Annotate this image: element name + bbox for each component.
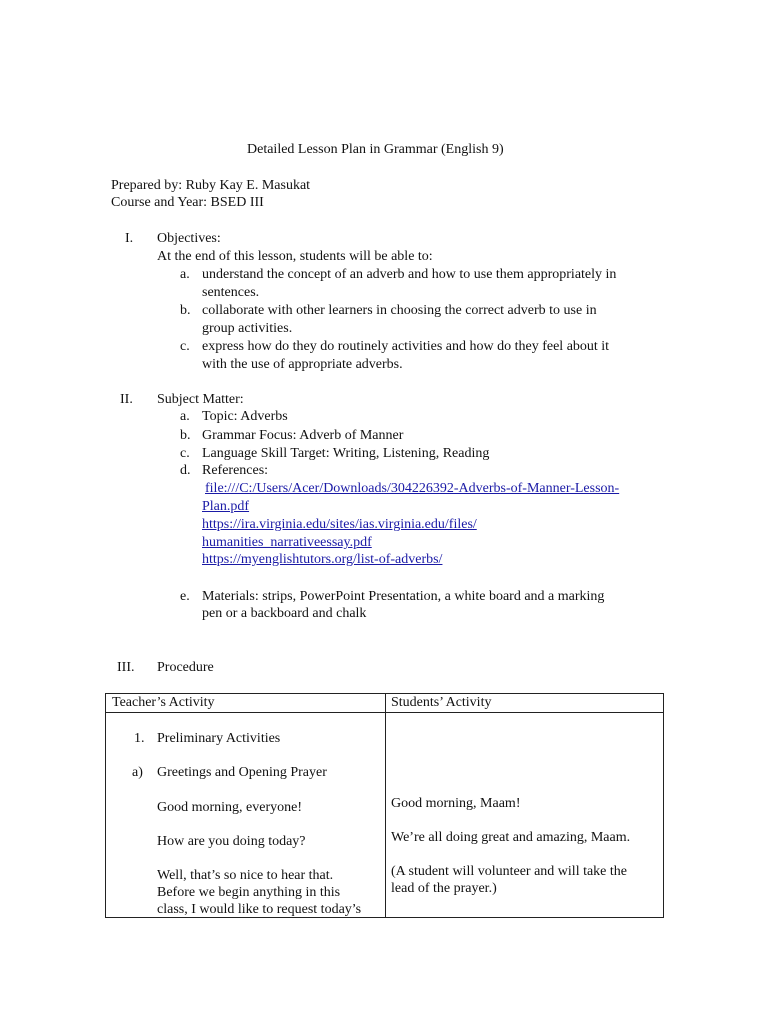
subject-matter-heading: Subject Matter: (157, 392, 244, 407)
procedure-heading: Procedure (157, 660, 214, 675)
subject-topic: Topic: Adverbs (202, 409, 288, 424)
students-activity-header: Students’ Activity (391, 695, 492, 710)
teacher-line: Before we begin anything in this (157, 885, 341, 900)
teacher-line: Well, that’s so nice to hear that. (157, 868, 334, 883)
subject-matter-numeral: II. (120, 392, 133, 407)
subject-letter: c. (180, 446, 190, 461)
reference-link[interactable]: file:///C:/Users/Acer/Downloads/304226392-Adverbs-of-Manner-Lesson- (205, 481, 620, 496)
subject-letter: b. (180, 428, 191, 443)
procedure-numeral: III. (117, 660, 135, 675)
subject-references: References: (202, 463, 269, 478)
reference-link[interactable]: https://myenglishtutors.org/list-of-adverbs/ (202, 552, 443, 567)
page-title: Detailed Lesson Plan in Grammar (English 9) (247, 142, 504, 157)
objective-letter: a. (180, 267, 190, 282)
objective-letter: b. (180, 303, 191, 318)
objective-item: understand the concept of an adverb and how to use them appropriately in (202, 267, 617, 282)
student-line: Good morning, Maam! (391, 796, 521, 811)
teacher-line: How are you doing today? (157, 834, 306, 849)
subject-grammar-focus: Grammar Focus: Adverb of Manner (202, 428, 404, 443)
subject-letter: d. (180, 463, 191, 478)
student-line: lead of the prayer.) (391, 881, 497, 896)
objective-item-cont: group activities. (202, 321, 293, 336)
subject-letter: e. (180, 589, 190, 604)
subject-materials-cont: pen or a backboard and chalk (202, 606, 367, 621)
objective-item-cont: with the use of appropriate adverbs. (202, 357, 403, 372)
teacher-activity-header: Teacher’s Activity (112, 695, 215, 710)
subject-letter: a. (180, 409, 190, 424)
prepared-by: Prepared by: Ruby Kay E. Masukat (111, 178, 311, 193)
objective-item: express how do they do routinely activities and how do they feel about it (202, 339, 610, 354)
reference-link[interactable]: https://ira.virginia.edu/sites/ias.virginia.edu/files/ (202, 517, 477, 532)
course-year: Course and Year: BSED III (111, 195, 264, 210)
objectives-numeral: I. (125, 231, 134, 246)
table-header-divider (106, 712, 663, 713)
teacher-line: class, I would like to request today’s (157, 902, 362, 917)
objective-item-cont: sentences. (202, 285, 260, 300)
objectives-intro: At the end of this lesson, students will be able to: (157, 249, 433, 264)
student-line: (A student will volunteer and will take the (391, 864, 628, 879)
subject-materials: Materials: strips, PowerPoint Presentation, a white board and a marking (202, 589, 605, 604)
objective-letter: c. (180, 339, 190, 354)
prelim-number: 1. (134, 731, 145, 746)
prelim-activities: Preliminary Activities (157, 731, 281, 746)
teacher-line: Good morning, everyone! (157, 800, 303, 815)
objective-item: collaborate with other learners in choosing the correct adverb to use in (202, 303, 597, 318)
procedure-table (105, 693, 664, 918)
table-column-divider (385, 694, 386, 917)
student-line: We’re all doing great and amazing, Maam. (391, 830, 631, 845)
reference-link-cont[interactable]: Plan.pdf (202, 499, 250, 514)
subject-skill-target: Language Skill Target: Writing, Listening, Reading (202, 446, 490, 461)
greetings-letter: a) (132, 765, 143, 780)
reference-link-cont[interactable]: humanities_narrativeessay.pdf (202, 535, 372, 550)
objectives-heading: Objectives: (157, 231, 221, 246)
greetings-prayer: Greetings and Opening Prayer (157, 765, 327, 780)
